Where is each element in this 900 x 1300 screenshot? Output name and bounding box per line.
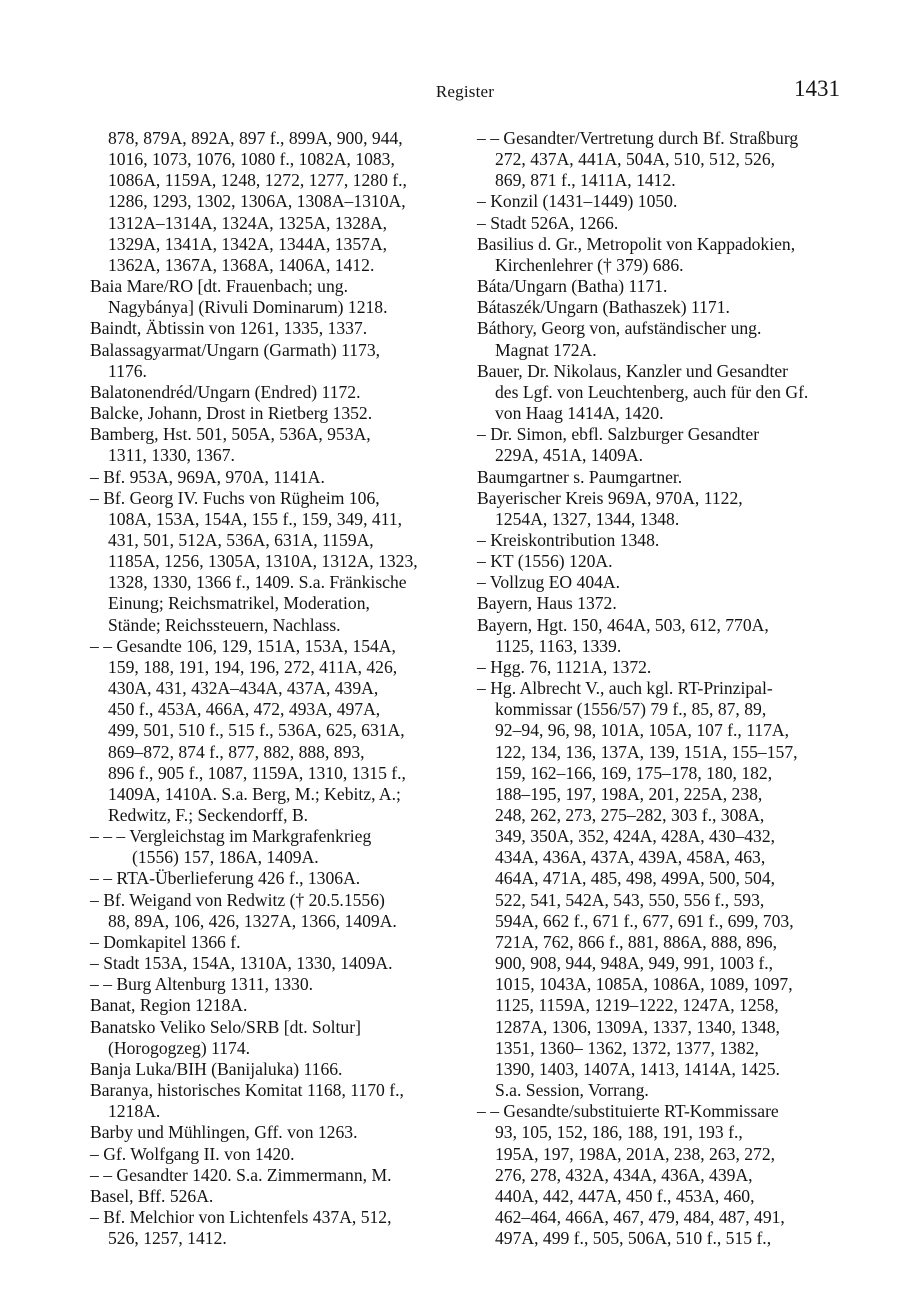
entry-line: Bátaszék/Ungarn (Bathaszek) 1171. <box>477 297 730 318</box>
index-entry <box>90 1080 460 1122</box>
entry-line: – – Burg Altenburg 1311, 1330. <box>90 974 314 995</box>
entry-line: Banatsko Veliko Selo/SRB [dt. Soltur] <box>90 1016 361 1037</box>
entry-line: 88, 89A, 106, 426, 1327A, 1366, 1409A. <box>108 910 397 931</box>
entry-line: 92–94, 96, 98, 101A, 105A, 107 f., 117A, <box>495 720 790 741</box>
entry-line: – Hgg. 76, 1121A, 1372. <box>477 656 652 677</box>
index-entry <box>477 234 845 276</box>
entry-line: 1329A, 1341A, 1342A, 1344A, 1357A, <box>108 233 388 254</box>
entry-line: 1015, 1043A, 1085A, 1086A, 1089, 1097, <box>495 974 793 995</box>
index-entry <box>477 424 845 466</box>
entry-line: 1125, 1159A, 1219–1222, 1247A, 1258, <box>495 995 779 1016</box>
index-entry <box>90 488 460 636</box>
entry-line: Baia Mare/RO [dt. Frauenbach; ung. <box>90 276 348 297</box>
entry-line: Magnat 172A. <box>495 339 597 360</box>
entry-line: 1218A. <box>108 1101 161 1122</box>
entry-line: 497A, 499 f., 505, 506A, 510 f., 515 f., <box>495 1228 772 1249</box>
index-entry <box>477 530 845 551</box>
entry-line: des Lgf. von Leuchtenberg, auch für den Gf. <box>495 381 809 402</box>
entry-line: 462–464, 466A, 467, 479, 484, 487, 491, <box>495 1206 785 1227</box>
entry-line: – Vollzug EO 404A. <box>477 572 621 593</box>
index-entry <box>90 974 460 995</box>
entry-line: Barby und Mühlingen, Gff. von 1263. <box>90 1122 358 1143</box>
index-entry <box>90 1017 460 1059</box>
entry-line: Bamberg, Hst. 501, 505A, 536A, 953A, <box>90 424 371 445</box>
index-entry <box>90 1165 460 1186</box>
entry-line: 594A, 662 f., 671 f., 677, 691 f., 699, 703, <box>495 910 794 931</box>
entry-line: – Stadt 153A, 154A, 1310A, 1330, 1409A. <box>90 953 393 974</box>
entry-line: – Bf. 953A, 969A, 970A, 1141A. <box>90 466 325 487</box>
entry-line: – – Gesandter/Vertretung durch Bf. Straßburg <box>477 128 799 148</box>
entry-line: 122, 134, 136, 137A, 139, 151A, 155–157, <box>495 741 798 762</box>
entry-line: Bauer, Dr. Nikolaus, Kanzler und Gesandter <box>477 360 788 381</box>
index-entry <box>90 932 460 953</box>
entry-line: 434A, 436A, 437A, 439A, 458A, 463, <box>495 847 766 868</box>
entry-line: 188–195, 197, 198A, 201, 225A, 238, <box>495 783 763 804</box>
entry-line: Kirchenlehrer († 379) 686. <box>495 254 684 275</box>
entry-line: Balatonendréd/Ungarn (Endred) 1172. <box>90 381 361 402</box>
entry-line: Stände; Reichssteuern, Nachlass. <box>108 614 341 635</box>
entry-line: 1254A, 1327, 1344, 1348. <box>495 508 680 529</box>
running-head: Register <box>435 82 495 101</box>
entry-line: 1286, 1293, 1302, 1306A, 1308A–1310A, <box>108 191 406 212</box>
entry-line: Basel, Bff. 526A. <box>90 1185 214 1206</box>
index-entry <box>477 678 845 1101</box>
entry-line: 721A, 762, 866 f., 881, 886A, 888, 896, <box>495 931 777 952</box>
entry-line: – – Gesandter 1420. S.a. Zimmermann, M. <box>90 1164 392 1185</box>
entry-line: 869, 871 f., 1411A, 1412. <box>495 170 676 191</box>
index-entry <box>90 128 460 276</box>
index-entry <box>90 1207 460 1249</box>
entry-line: 108A, 153A, 154A, 155 f., 159, 349, 411, <box>108 508 403 529</box>
page-number: 1431 <box>794 76 840 101</box>
entry-line: – Hg. Albrecht V., auch kgl. RT-Prinzipal- <box>477 678 773 699</box>
index-entry <box>477 467 845 488</box>
index-entry <box>477 213 845 234</box>
index-entry <box>477 128 845 191</box>
index-entry <box>90 318 460 339</box>
entry-line: 1185A, 1256, 1305A, 1310A, 1312A, 1323, <box>108 551 418 572</box>
index-entry <box>477 551 845 572</box>
entry-line: 248, 262, 273, 275–282, 303 f., 308A, <box>495 805 765 825</box>
index-entry <box>90 424 460 466</box>
entry-line: – Bf. Weigand von Redwitz († 20.5.1556) <box>90 889 385 910</box>
entry-line: Balcke, Johann, Drost in Rietberg 1352. <box>90 403 373 424</box>
entry-line: 195A, 197, 198A, 201A, 238, 263, 272, <box>495 1143 776 1164</box>
index-entry <box>90 868 460 889</box>
entry-line: 896 f., 905 f., 1087, 1159A, 1310, 1315 f., <box>108 762 406 783</box>
entry-line: von Haag 1414A, 1420. <box>495 403 664 424</box>
index-entry <box>477 572 845 593</box>
entry-line: 276, 278, 432A, 434A, 436A, 439A, <box>495 1164 753 1185</box>
entry-line: Baranya, historisches Komitat 1168, 1170 f., <box>90 1080 404 1101</box>
index-entry <box>90 403 460 424</box>
entry-line: Balassagyarmat/Ungarn (Garmath) 1173, <box>90 339 381 360</box>
entry-line: Einung; Reichsmatrikel, Moderation, <box>108 593 370 614</box>
entry-line: 1351, 1360– 1362, 1372, 1377, 1382, <box>495 1037 759 1058</box>
entry-line: – Konzil (1431–1449) 1050. <box>477 191 678 212</box>
entry-line: 1328, 1330, 1366 f., 1409. S.a. Fränkische <box>108 572 407 593</box>
index-entry <box>90 276 460 318</box>
entry-line: – – Gesandte 106, 129, 151A, 153A, 154A, <box>90 635 396 656</box>
entry-line: – Bf. Melchior von Lichtenfels 437A, 512, <box>90 1206 392 1227</box>
entry-line: Baindt, Äbtissin von 1261, 1335, 1337. <box>90 318 368 339</box>
entry-line: – – Gesandte/substituierte RT-Kommissare <box>477 1101 779 1122</box>
index-entry <box>90 1144 460 1165</box>
entry-line: Bayern, Haus 1372. <box>477 593 617 614</box>
entry-line: 1311, 1330, 1367. <box>108 445 235 466</box>
index-entry <box>90 1122 460 1143</box>
entry-line: 522, 541, 542A, 543, 550, 556 f., 593, <box>495 889 765 910</box>
entry-line: S.a. Session, Vorrang. <box>495 1080 649 1101</box>
entry-line: Redwitz, F.; Seckendorff, B. <box>108 805 309 825</box>
entry-line: Bayerischer Kreis 969A, 970A, 1122, <box>477 487 743 508</box>
entry-line: – Domkapitel 1366 f. <box>90 931 241 952</box>
entry-line: Báthory, Georg von, aufständischer ung. <box>477 318 762 339</box>
index-entry <box>477 615 845 657</box>
entry-line: 450 f., 453A, 466A, 472, 493A, 497A, <box>108 699 381 720</box>
entry-line: 1312A–1314A, 1324A, 1325A, 1328A, <box>108 212 388 233</box>
entry-line: 440A, 442, 447A, 450 f., 453A, 460, <box>495 1185 755 1206</box>
index-entry <box>90 1186 460 1207</box>
entry-line: 1016, 1073, 1076, 1080 f., 1082A, 1083, <box>108 149 395 170</box>
entry-line: 499, 501, 510 f., 515 f., 536A, 625, 631A, <box>108 720 405 741</box>
entry-line: 1409A, 1410A. S.a. Berg, M.; Kebitz, A.; <box>108 783 401 804</box>
entry-line: – Bf. Georg IV. Fuchs von Rügheim 106, <box>90 487 380 508</box>
entry-line: – – RTA-Überlieferung 426 f., 1306A. <box>90 868 361 889</box>
entry-line: 93, 105, 152, 186, 188, 191, 193 f., <box>495 1122 743 1143</box>
index-entry <box>477 297 845 318</box>
entry-line: 526, 1257, 1412. <box>108 1228 227 1249</box>
entry-line: – Kreiskontribution 1348. <box>477 529 660 550</box>
entry-line: 349, 350A, 352, 424A, 428A, 430–432, <box>495 826 776 847</box>
index-entry <box>90 953 460 974</box>
entry-line: 272, 437A, 441A, 504A, 510, 512, 526, <box>495 149 776 170</box>
entry-line: Basilius d. Gr., Metropolit von Kappadokien, <box>477 233 796 254</box>
index-entry <box>90 636 460 826</box>
index-entry <box>90 826 460 868</box>
entry-line: 159, 162–166, 169, 175–178, 180, 182, <box>495 762 773 783</box>
index-entry <box>90 382 460 403</box>
right-column <box>477 128 845 1249</box>
entry-line: kommissar (1556/57) 79 f., 85, 87, 89, <box>495 699 767 720</box>
entry-line: Banja Luka/BIH (Banijaluka) 1166. <box>90 1058 343 1079</box>
entry-line: 159, 188, 191, 194, 196, 272, 411A, 426, <box>108 656 398 677</box>
index-entry <box>477 191 845 212</box>
index-entry <box>90 890 460 932</box>
entry-line: (Horogogzeg) 1174. <box>108 1037 251 1058</box>
entry-line: – – – Vergleichstag im Markgrafenkrieg <box>90 826 372 847</box>
index-entry <box>477 657 845 678</box>
entry-line: Banat, Region 1218A. <box>90 995 248 1016</box>
entry-line: 1362A, 1367A, 1368A, 1406A, 1412. <box>108 254 375 275</box>
index-entry <box>477 488 845 530</box>
entry-line: – Gf. Wolfgang II. von 1420. <box>90 1143 295 1164</box>
entry-line: 1086A, 1159A, 1248, 1272, 1277, 1280 f., <box>108 170 407 191</box>
entry-line: 1125, 1163, 1339. <box>495 635 622 656</box>
index-entry <box>477 593 845 614</box>
entry-line: Báta/Ungarn (Batha) 1171. <box>477 276 668 297</box>
index-entry <box>90 995 460 1016</box>
entry-line: 430A, 431, 432A–434A, 437A, 439A, <box>108 678 379 699</box>
index-entry <box>90 340 460 382</box>
entry-line: – KT (1556) 120A. <box>477 551 613 572</box>
entry-line: 869–872, 874 f., 877, 882, 888, 893, <box>108 741 365 762</box>
page-header <box>90 76 840 106</box>
index-entry <box>477 361 845 424</box>
index-entry <box>90 1059 460 1080</box>
index-entry <box>90 467 460 488</box>
entry-line: – Stadt 526A, 1266. <box>477 212 619 233</box>
index-entry <box>477 318 845 360</box>
entry-line: 900, 908, 944, 948A, 949, 991, 1003 f., <box>495 953 774 974</box>
entry-line: – Dr. Simon, ebfl. Salzburger Gesandter <box>477 424 760 445</box>
entry-line: Bayern, Hgt. 150, 464A, 503, 612, 770A, <box>477 614 769 635</box>
entry-line: Nagybánya] (Rivuli Dominarum) 1218. <box>108 297 388 318</box>
entry-line: 229A, 451A, 1409A. <box>495 445 644 466</box>
entry-line: (1556) 157, 186A, 1409A. <box>132 847 319 868</box>
entry-line: Baumgartner s. Paumgartner. <box>477 466 683 487</box>
entry-line: 1287A, 1306, 1309A, 1337, 1340, 1348, <box>495 1016 780 1037</box>
entry-line: 464A, 471A, 485, 498, 499A, 500, 504, <box>495 868 776 889</box>
entry-line: 431, 501, 512A, 536A, 631A, 1159A, <box>108 529 374 550</box>
left-column <box>90 128 460 1249</box>
index-entry <box>477 1101 845 1249</box>
index-entry <box>477 276 845 297</box>
entry-line: 878, 879A, 892A, 897 f., 899A, 900, 944, <box>108 128 403 148</box>
entry-line: 1390, 1403, 1407A, 1413, 1414A, 1425. <box>495 1058 780 1079</box>
entry-line: 1176. <box>108 360 147 381</box>
